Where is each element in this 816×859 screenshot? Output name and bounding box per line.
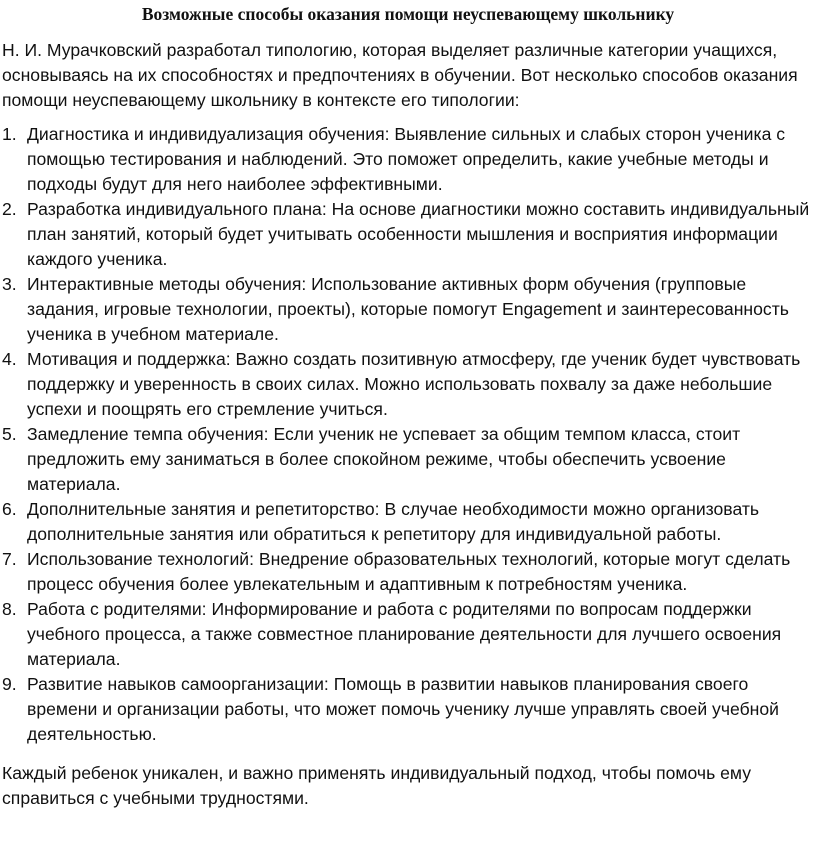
list-item-number: 1. [2,124,17,144]
help-methods-list [2,122,814,747]
list-item-number: 2. [2,199,17,219]
list-item [2,422,814,497]
list-item-text: Мотивация и поддержка: Важно создать позитивную атмосферу, где ученик будет чувствовать поддержку и уверенность в своих силах. Можно использовать похвалу за даже небольшие успехи и поощрять его стремление учиться. [27,349,801,419]
list-item-text: Замедление темпа обучения: Если ученик не успевает за общим темпом класса, стоит предложить ему заниматься в более спокойном режиме, чтобы обеспечить усвоение материала. [27,424,741,494]
list-item-text: Работа с родителями: Информирование и работа с родителями по вопросам поддержки учебного процесса, а также совместное планирование деятельности для лучшего освоения материала. [27,599,782,669]
list-item [2,547,814,597]
list-item-text: Дополнительные занятия и репетиторство: В случае необходимости можно организовать дополнительные занятия или обратиться к репетитору для индивидуальной работы. [27,499,760,544]
list-item [2,272,814,347]
list-item-number: 3. [2,274,17,294]
intro-paragraph: Н. И. Мурачковский разработал типологию, которая выделяет различные категории учащихся, основываясь на их способностях и предпочтениях в обучении. Вот несколько способов оказания помощи неуспевающему школьнику в контексте его типологии: [2,40,798,110]
document-title: Возможные способы оказания помощи неуспевающему школьнику [141,4,675,24]
list-item [2,197,814,272]
list-item-text: Диагностика и индивидуализация обучения: Выявление сильных и слабых сторон ученика с помощью тестирования и наблюдений. Это поможет определить, какие учебные методы и подходы будут для него наиболее эффективными. [27,124,786,194]
list-item-number: 4. [2,349,17,369]
list-item [2,597,814,672]
list-item-number: 5. [2,424,17,444]
list-item-number: 8. [2,599,17,619]
list-item [2,347,814,422]
list-item [2,497,814,547]
list-item-number: 6. [2,499,17,519]
list-item [2,122,814,197]
closing-paragraph: Каждый ребенок уникален, и важно применять индивидуальный подход, чтобы помочь ему справиться с учебными трудностями. [2,763,752,808]
list-item-text: Разработка индивидуального плана: На основе диагностики можно составить индивидуальный план занятий, который будет учитывать особенности мышления и восприятия информации каждого ученика. [27,199,810,269]
list-item-text: Использование технологий: Внедрение образовательных технологий, которые могут сделать процесс обучения более увлекательным и адаптивным к потребностям ученика. [27,549,791,594]
list-item [2,672,814,747]
list-item-text: Развитие навыков самоорганизации: Помощь в развитии навыков планирования своего времени и организации работы, что может помочь ученику лучше управлять своей учебной деятельностью. [27,674,780,744]
list-item-text: Интерактивные методы обучения: Использование активных форм обучения (групповые задания, игровые технологии, проекты), которые помогут Engagement и заинтересованность ученика в учебном материале. [27,274,789,344]
list-item-number: 9. [2,674,17,694]
list-item-number: 7. [2,549,17,569]
